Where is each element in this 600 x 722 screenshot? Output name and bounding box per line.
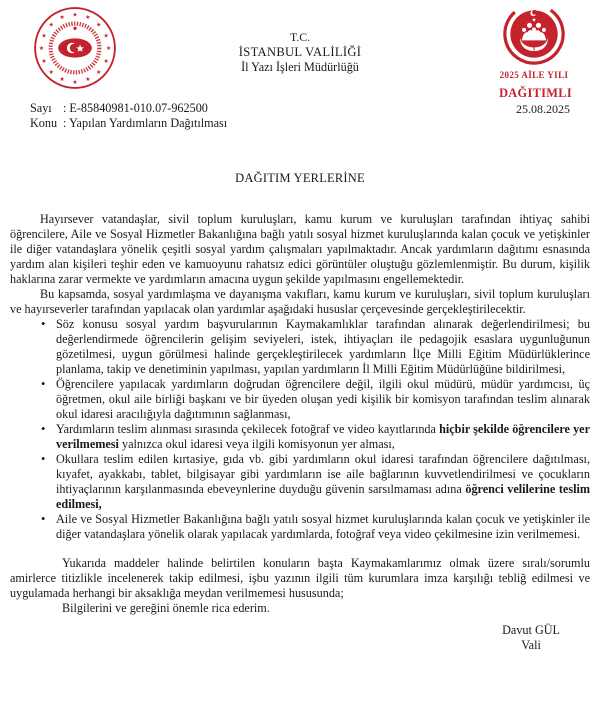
svg-text:★: ★ [103, 58, 109, 66]
svg-text:★: ★ [85, 76, 91, 84]
bullet-text: yalnızca okul idaresi veya ilgili komisyonun yer alması, [118, 437, 395, 451]
request-line: Bilgilerini ve gereğini önemle rica ederim. [62, 601, 270, 615]
svg-text:★: ★ [48, 21, 54, 29]
title-tc: T.C. [289, 30, 311, 44]
bullet-list [10, 317, 590, 542]
distribution-badge: DAĞITIMLI [499, 86, 572, 100]
letter-body [10, 212, 590, 616]
bullet-item [10, 512, 590, 542]
bullet-text: Aile ve Sosyal Hizmetler Bakanlığına bağlı yatılı sosyal hizmet kuruluşlarında kalan çocuk ve yetişkinler ile diğer vatandaşlara yönelik olarak yapılacak yardımlarda, fotoğraf veya video çekilmesine izin verilmemesi. [56, 512, 590, 541]
family-year-logo [490, 2, 578, 83]
bullet-text-bold: hiçbir şekilde öğrencilere yer verilmemesi [56, 422, 591, 451]
svg-text:★: ★ [72, 11, 78, 19]
svg-text:★: ★ [38, 45, 45, 53]
title-dept: İl Yazı İşleri Müdürlüğü [241, 60, 359, 74]
bullet-text: Okullara teslim edilen kırtasiye, gıda vb. gibi yardımların okul idaresi tarafından öğrencilere dağıtılması, kıyafet, ayakkabı, tablet, bilgisayar gibi yardımların ise aile bağlarının kuvvetlendirilmesi ve çocukların ihtiyaçlarının karşılanmasında ebeveynlerine duyduğu güvenin sarsılmaması adına [56, 452, 590, 496]
bullet-text-bold: öğrenci velilerine teslim edilmesi, [56, 482, 590, 511]
title-org: İSTANBUL VALİLİĞİ [238, 45, 362, 59]
svg-text:★: ★ [85, 14, 91, 22]
bullet-text: Söz konusu sosyal yardım başvurularının Kaymakamlıklar tarafından alınarak değerlendirilmesi; bu değerlendirmede öğrencilerin gelişim seviyeleri, istek, ihtiyaçları ile pedagojik esaslara uygunluğunun gözetilmesi, uygun görülmesi halinde gerçekleştirilecek yardımların İlçe Milli Eğitim Müdürlüklerince planlama, takip ve denetiminin yapılması, yapılan yardımların İl Milli Eğitim Müdürlüğüne bildirilmesi, [56, 317, 590, 376]
svg-text:★: ★ [103, 32, 109, 40]
svg-text:★: ★ [105, 45, 112, 53]
svg-text:★: ★ [59, 76, 65, 84]
paragraph-intro: Hayırsever vatandaşlar, sivil toplum kuruluşları, kamu kurum ve kuruluşları tarafından ihtiyaç sahibi öğrencilere, Aile ve Sosyal Hizmetler Bakanlığına bağlı yatılı sosyal hizmet kuruluşlarında kalan çocuk ve yetişkinler ile diğer vatandaşlara yönelik çeşitli sosyal yardım çalışmaları yapılmaktadır. Ancak yardımların dağıtımı esnasında yardım alan kişileri teşhir eden ve kamuoyunu rahatsız edici görüntüler oluştuğu gözlemlenmiştir. Bu durum, kişilik haklarına zarar vermekte ve yardımların amacına uygun şekilde yapılmasını engellemektedir. [10, 212, 590, 286]
svg-text:★: ★ [41, 32, 47, 40]
family-year-caption: 2025 AİLE YILI [499, 70, 569, 80]
bullet-text: Öğrencilere yapılacak yardımların doğrudan öğrencilere değil, ilgili okul müdürü, müdür yardımcısı, üç öğretmen, okul aile birliği başkanı ve bir üyeden oluşan yedi kişilik bir komisyon tarafından teslim alınarak okul idaresi aracılığıyla dağıtımının sağlanması, [56, 377, 590, 421]
svg-text:★: ★ [48, 68, 54, 76]
sayi-value: : E-85840981-010.07-962500 [63, 101, 208, 115]
sayi-label: Sayı [30, 101, 52, 115]
bullet-item [10, 452, 590, 512]
family-year-emblem-icon [502, 2, 566, 66]
paragraph-scope: Bu kapsamda, sosyal yardımlaşma ve dayanışma vakıfları, kamu kurum ve kuruluşları, sivil toplum kuruluşları ve hayırseverler tarafından yapılacak olan yardımlar aşağıdaki hususlar çerçevesinde gerçekleştirilecektir. [10, 287, 590, 316]
bullet-text: Yardımların teslim alınması sırasında çekilecek fotoğraf ve video kayıtlarında [56, 422, 440, 436]
signature-title: Vali [521, 638, 541, 652]
svg-text:★: ★ [96, 21, 102, 29]
bullet-item [10, 422, 590, 452]
bullet-item [10, 377, 590, 422]
letter-date: 25.08.2025 [516, 102, 570, 116]
signature-name: Davut GÜL [502, 623, 560, 637]
svg-text:★: ★ [72, 78, 78, 86]
konu-label: Konu [30, 116, 58, 130]
svg-text:★: ★ [96, 68, 102, 76]
svg-text:★: ★ [41, 58, 47, 66]
reference-block [30, 101, 227, 131]
svg-text:★: ★ [59, 14, 65, 22]
konu-value: : Yapılan Yardımların Dağıtılması [63, 116, 228, 130]
bullet-item [10, 317, 590, 377]
signature-block [10, 623, 590, 653]
sayi-row [30, 101, 227, 116]
salutation: DAĞITIM YERLERİNE [235, 171, 365, 185]
paragraph-closing: Yukarıda maddeler halinde belirtilen konuların başta Kaymakamlarımız olmak üzere sıralı/sorumlu amirlerce titizlikle incelenerek takip edilmesi, işbu yazının ilgili tüm kurumlara imza karşılığı tebliğ edilmesi ve uygulamada herhangi bir aksaklığa meydan verilmemesi hususunda; [10, 556, 590, 600]
konu-row [30, 116, 227, 131]
letterhead [10, 0, 590, 140]
